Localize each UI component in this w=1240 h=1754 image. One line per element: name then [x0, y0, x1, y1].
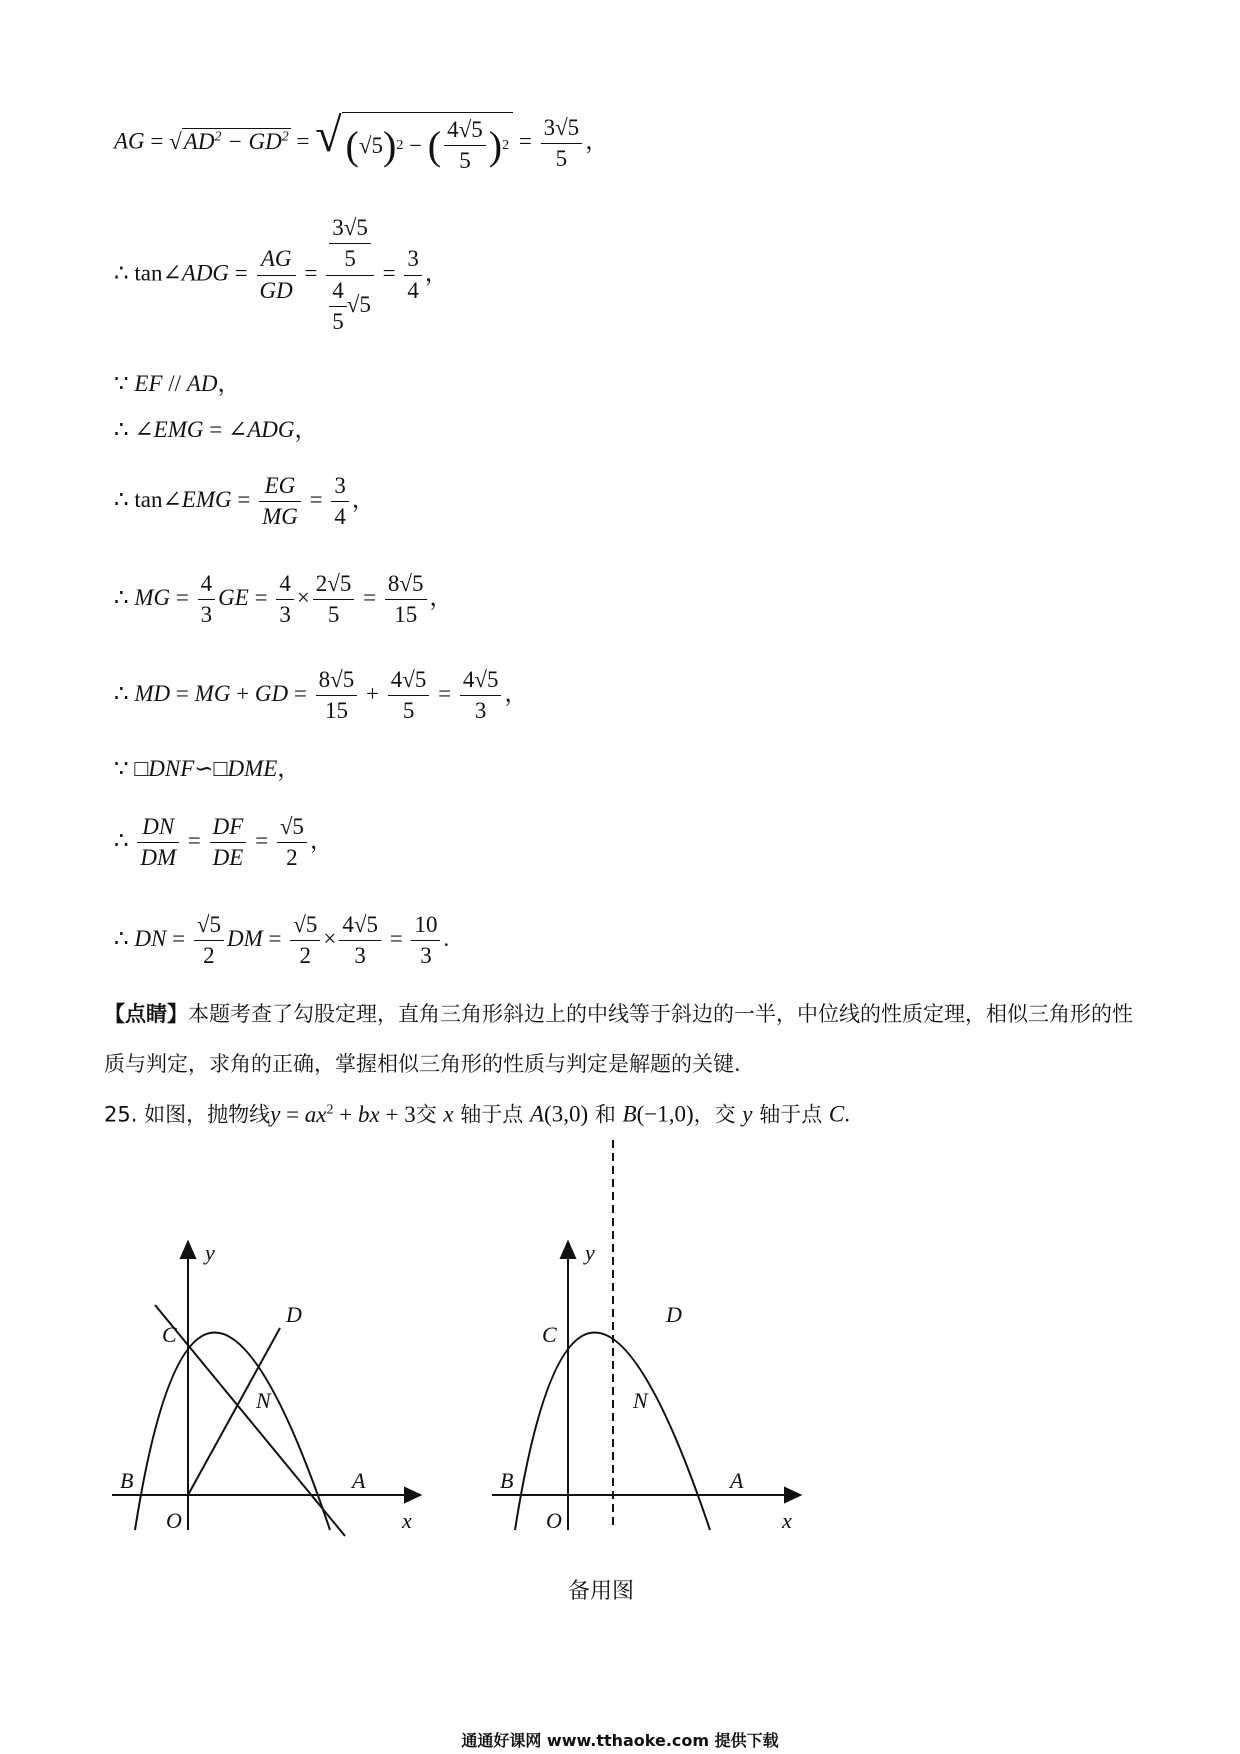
y-axis-arrow [181, 1242, 195, 1258]
label-b: B [120, 1468, 134, 1493]
equation-tan-adg: ∴ tan∠ADG = $\frac{AG}{GD}$ = $\frac{3√5}{5}$ $\frac{4}{5}$ √5 = $\frac{3}{4}$ ， [114, 215, 448, 335]
label-o: O [546, 1508, 562, 1533]
statement-similar: ∵ □DNF∽□DME， [114, 756, 301, 781]
label-a: A [352, 1468, 366, 1493]
label-o: O [166, 1508, 182, 1533]
statement-parallel: ∵ EF // AD， [114, 371, 241, 396]
equation-md: ∴ MD = MG + GD = $\frac{8√5}{15}$ + $\frac{4√5}{5}$ = $\frac{4√5}{3}$ ， [114, 667, 528, 724]
label-x: x [782, 1508, 792, 1533]
label-y: y [585, 1240, 595, 1265]
parabola-figure-spare [490, 1140, 830, 1560]
label-d: D [286, 1302, 302, 1327]
label-b: B [500, 1468, 514, 1493]
question-number: 25. [104, 1102, 138, 1127]
label-d: D [666, 1302, 682, 1327]
x-axis-arrow [405, 1488, 420, 1502]
comment-text: 本题考查了勾股定理，直角三角形斜边上的中线等于斜边的一半，中位线的性质定理，相似三角形的性质与判定，求角的正确，掌握相似三角形的性质与判定是解题的关键. [104, 1002, 1133, 1076]
equation-ratio: ∴ $\frac{DN}{DM}$ = $\frac{DF}{DE}$ = $\frac{√5}{2}$ ， [114, 814, 333, 871]
y-axis-arrow [561, 1242, 575, 1258]
equation-ag: AG = $√AD^2 - GD^2$ = √ ( √5 ) 2 − ( $\frac{4√5}{5}$ ) 2 = $\frac{3√5}{5}$ ， [114, 109, 609, 174]
label-a: A [730, 1468, 744, 1493]
line-ca [155, 1305, 345, 1536]
x-axis-arrow [785, 1488, 800, 1502]
label-n: N [256, 1388, 271, 1413]
statement-angle-equal: ∴ ∠EMG = ∠ADG， [114, 417, 318, 442]
question-25: 25. 如图，抛物线$y = ax^2$ + bx + 3交 x 轴于点 A(3,0) 和 B(−1,0)，交 y 轴于点 C. [104, 1101, 850, 1127]
equation-tan-emg: ∴ tan∠EMG = $\frac{EG}{MG}$ = $\frac{3}{4}$ ， [114, 473, 375, 530]
equation-mg: ∴ MG = $\frac{4}{3}$ GE = $\frac{4}{3}$ × $\frac{2√5}{5}$ = $\frac{8√5}{15}$ ， [114, 571, 453, 628]
parabola-curve [135, 1333, 330, 1531]
figure-caption: 备用图 [568, 1579, 635, 1604]
footer-text: 通通好课网 www.tthaoke.com 提供下载 [461, 1731, 779, 1750]
label-c: C [542, 1322, 557, 1347]
label-x: x [402, 1508, 412, 1533]
label-y: y [205, 1240, 215, 1265]
comment-paragraph [104, 989, 1144, 1089]
comment-tag: 【点睛】 [104, 1002, 188, 1026]
equation-dn: ∴ DN = $\frac{√5}{2}$ DM = $\frac{√5}{2}$ × $\frac{4√5}{3}$ = $\frac{10}{3}$ . [114, 912, 450, 969]
label-c: C [162, 1322, 177, 1347]
label-n: N [633, 1388, 648, 1413]
parabola-figure-main [100, 1230, 440, 1560]
